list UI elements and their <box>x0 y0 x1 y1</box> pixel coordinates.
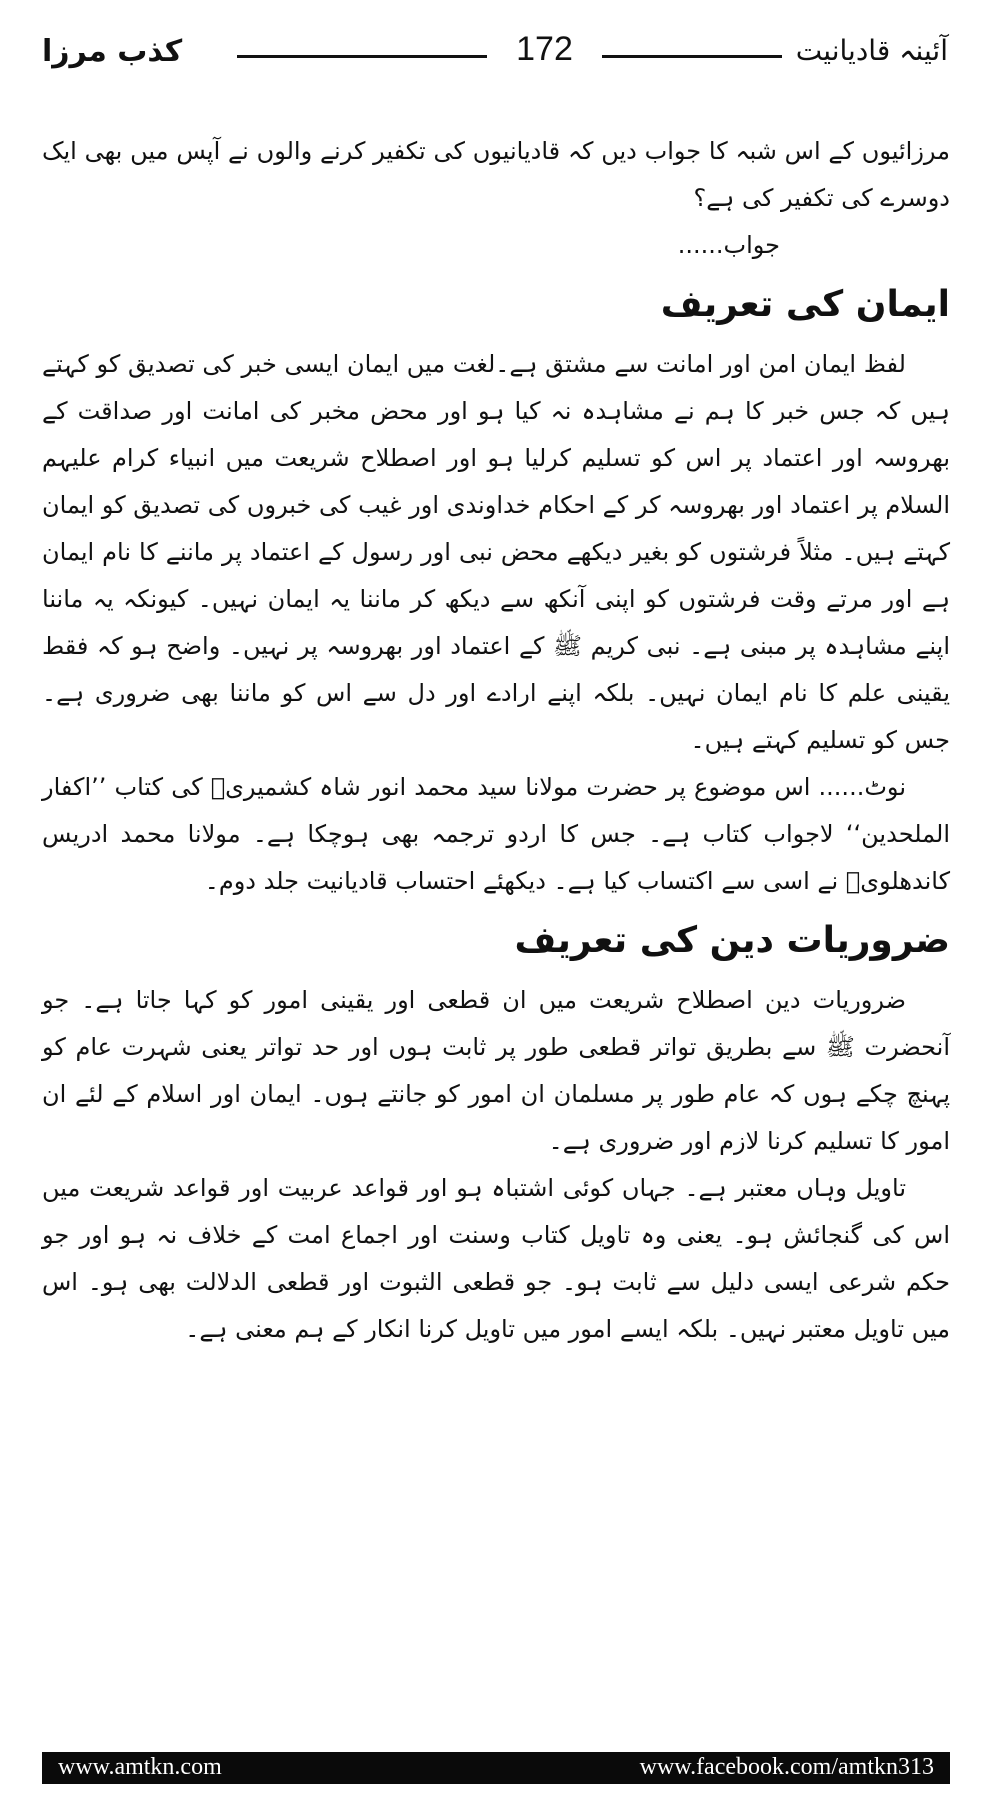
paragraph-zaruriyat-definition: ضروریات دین اصطلاح شریعت میں ان قطعی اور یقینی امور کو کہا جاتا ہے۔ جو آنحضرت ﷺ سے بطریق تواتر قطعی طور پر ثابت ہوں اور حد تواتر یعنی شہرت عام کو پہنچ چکے ہوں کہ عام طور پر مسلمان ان امور کو جانتے ہوں۔ ایمان اور اسلام کے لئے ان امور کا تسلیم کرنا لازم اور ضروری ہے۔ <box>42 986 950 1155</box>
section-heading-zaruriyat: ضروریات دین کی تعریف <box>514 920 950 961</box>
paragraph-note: نوٹ...... اس موضوع پر حضرت مولانا سید محمد انور شاہ کشمیریؒ کی کتاب ’’اکفار الملحدین‘‘ لاجواب کتاب ہے۔ جس کا اردو ترجمہ بھی ہوچکا ہے۔ مولانا محمد ادریس کاندھلویؒ نے اسی سے اکتساب کیا ہے۔ دیکھئے احتساب قادیانیت جلد دوم۔ <box>42 773 950 895</box>
page-footer <box>42 1752 950 1784</box>
answer-label: جواب...... <box>677 231 780 259</box>
page-header <box>42 30 948 80</box>
page-number: 172 <box>516 30 573 68</box>
header-rule-right <box>602 55 782 58</box>
footer-website-link[interactable]: www.amtkn.com <box>58 1754 222 1780</box>
header-rule-left <box>237 55 487 58</box>
page-content <box>42 128 950 1353</box>
footer-facebook-link[interactable]: www.facebook.com/amtkn313 <box>639 1754 934 1780</box>
section-heading-iman: ایمان کی تعریف <box>660 284 950 325</box>
header-right-title: آئینہ قادیانیت <box>795 34 948 67</box>
paragraph-iman-definition: لفظ ایمان امن اور امانت سے مشتق ہے۔لغت میں ایمان ایسی خبر کی تصدیق کو کہتے ہیں کہ جس خبر کا ہم نے مشاہدہ نہ کیا ہو اور محض مخبر کی امانت اور صداقت کے بھروسہ اور اعتماد پر اس کو تسلیم کرلیا ہو اور اصطلاح شریعت میں انبیاء کرام علیہم السلام پر اعتماد اور بھروسہ کر کے احکام خداوندی اور غیب کی خبروں کی تصدیق کو ایمان کہتے ہیں۔ مثلاً فرشتوں کو بغیر دیکھے محض نبی اور رسول کے اعتماد پر ماننے کا نام ایمان ہے اور مرتے وقت فرشتوں کو اپنی آنکھ سے دیکھ کر ماننا یہ ایمان نہیں۔ کیونکہ یہ ماننا اپنے مشاہدہ پر مبنی ہے۔ نبی کریم ﷺ کے اعتماد اور بھروسہ پر نہیں۔ واضح ہو کہ فقط یقینی علم کا نام ایمان نہیں۔ بلکہ اپنے ارادے اور دل سے اس کو ماننا بھی ضروری ہے۔ جس کو تسلیم کہتے ہیں۔ <box>42 350 950 754</box>
question-paragraph: مرزائیوں کے اس شبہ کا جواب دیں کہ قادیانیوں کی تکفیر کرنے والوں نے آپس میں بھی ایک دوسرے کی تکفیر کی ہے؟ <box>42 137 950 212</box>
header-left-title: کذب مرزا <box>42 34 183 69</box>
paragraph-taweel: تاویل وہاں معتبر ہے۔ جہاں کوئی اشتباہ ہو اور قواعد عربیت اور قواعد شریعت میں اس کی گنجائش ہو۔ یعنی وہ تاویل کتاب وسنت اور اجماع امت کے خلاف نہ ہو اور جو حکم شرعی ایسی دلیل سے ثابت ہو۔ جو قطعی الثبوت اور قطعی الدلالت بھی ہو۔ اس میں تاویل معتبر نہیں۔ بلکہ ایسے امور میں تاویل کرنا انکار کے ہم معنی ہے۔ <box>42 1174 950 1343</box>
